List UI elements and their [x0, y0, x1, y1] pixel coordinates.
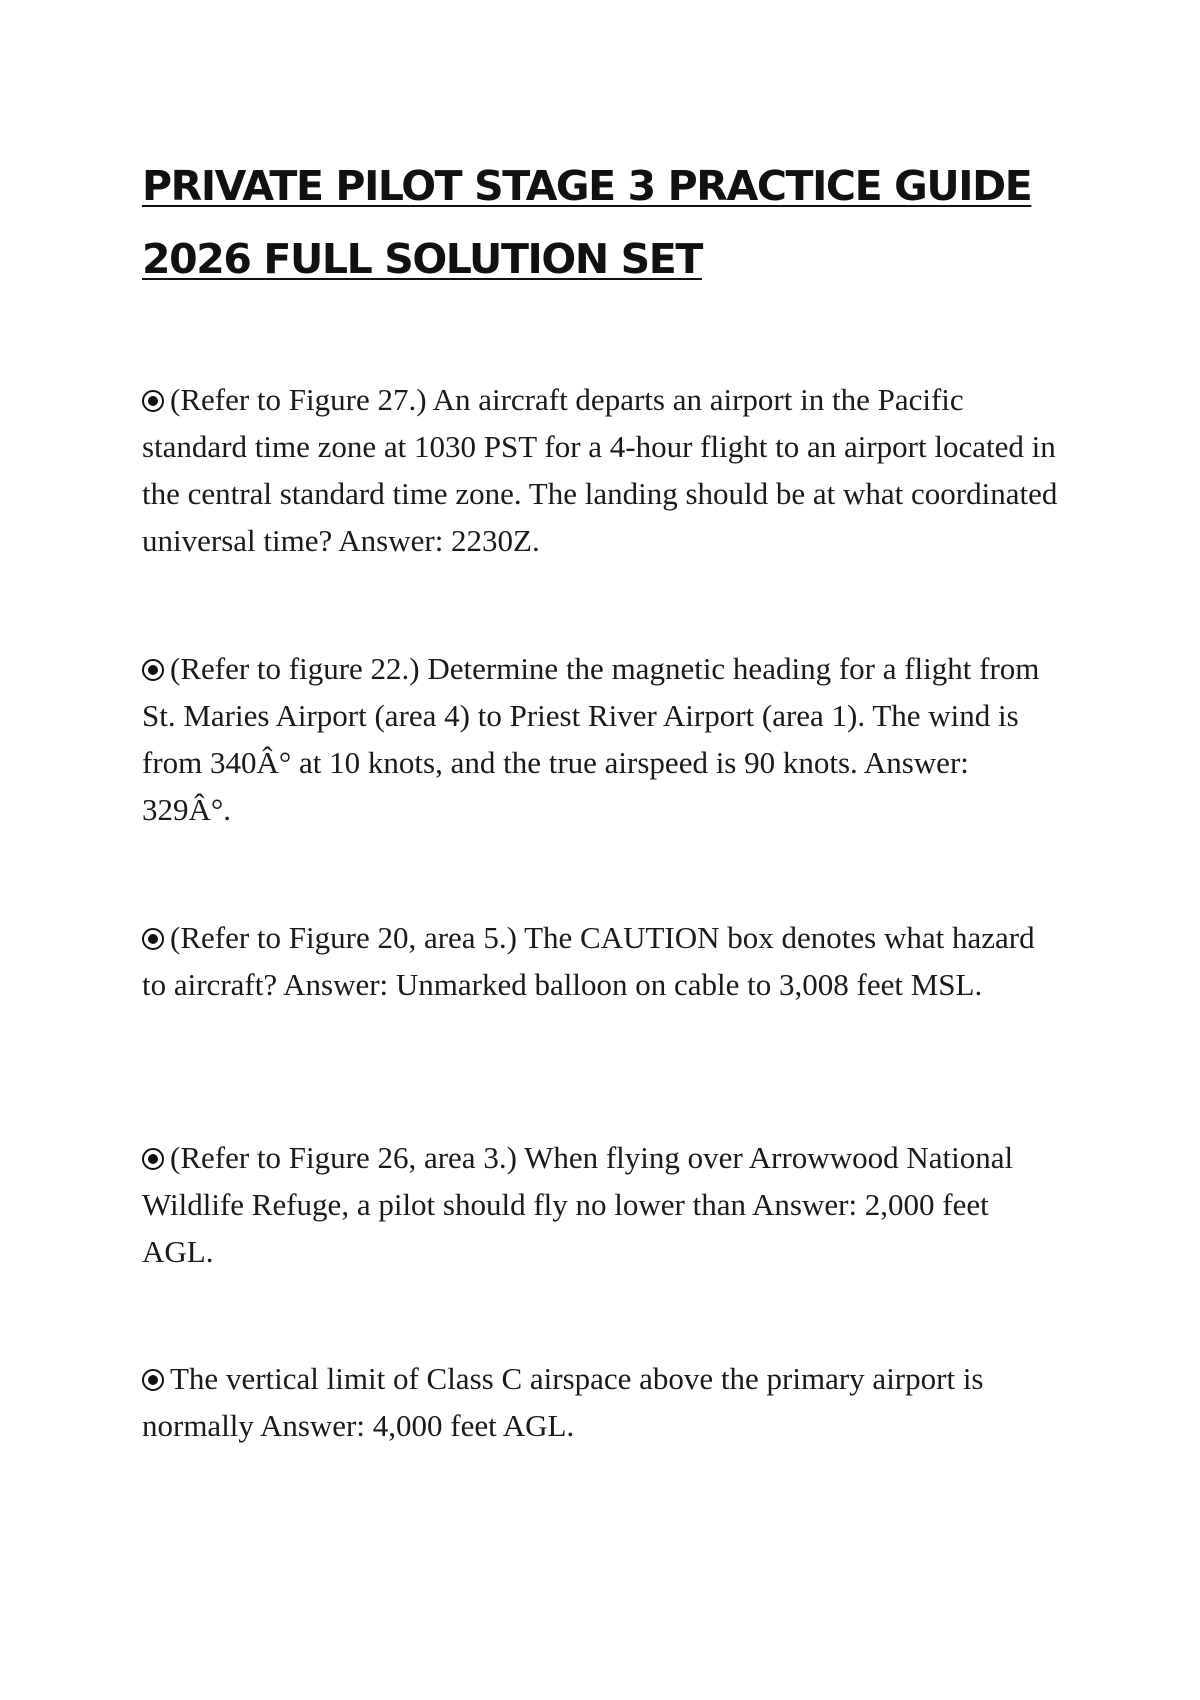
radio-bullet-icon — [142, 390, 164, 412]
page-title — [142, 150, 1082, 296]
radio-bullet-icon — [142, 928, 164, 950]
question-text: (Refer to Figure 20, area 5.) The CAUTION box denotes what hazard to aircraft? Answer: Unmarked balloon on cable to 3,008 feet MSL. — [142, 920, 1035, 1002]
question-item — [142, 645, 1062, 833]
question-item — [142, 914, 1062, 1008]
radio-bullet-icon — [142, 659, 164, 681]
question-text: (Refer to figure 22.) Determine the magnetic heading for a flight from St. Maries Airport (area 4) to Priest River Airport (area 1). The wind is from 340Â° at 10 knots, and the true airspeed is 90 knots. Answer: 329Â°. — [142, 651, 1040, 827]
question-item — [142, 1134, 1062, 1275]
radio-bullet-icon — [142, 1369, 164, 1391]
question-text: (Refer to Figure 26, area 3.) When flying over Arrowwood National Wildlife Refuge, a pilot should fly no lower than Answer: 2,000 feet AGL. — [142, 1140, 1014, 1269]
page-title-text: PRIVATE PILOT STAGE 3 PRACTICE GUIDE 2026 FULL SOLUTION SET — [142, 162, 1032, 283]
question-item — [142, 1355, 1062, 1449]
question-text: (Refer to Figure 27.) An aircraft departs an airport in the Pacific standard time zone at 1030 PST for a 4-hour flight to an airport located in the central standard time zone. The landing should be at what coordinated universal time? Answer: 2230Z. — [142, 382, 1058, 558]
question-text: The vertical limit of Class C airspace above the primary airport is normally Answer: 4,000 feet AGL. — [142, 1361, 984, 1443]
radio-bullet-icon — [142, 1148, 164, 1170]
question-item — [142, 376, 1062, 564]
